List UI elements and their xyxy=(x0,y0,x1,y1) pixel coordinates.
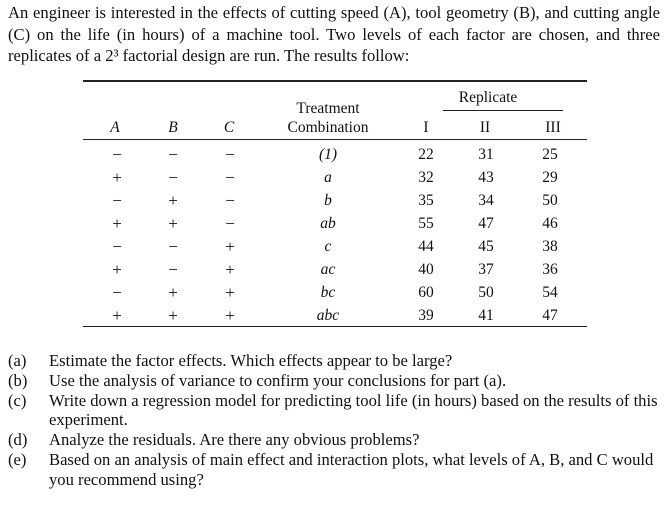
cell-c: − xyxy=(225,145,235,164)
header-treatment-line2: Combination xyxy=(287,119,369,136)
cell-rep1: 40 xyxy=(418,261,434,278)
cell-b: − xyxy=(168,260,178,279)
header-a: A xyxy=(110,119,120,136)
question-item xyxy=(8,430,660,450)
cell-treatment: ac xyxy=(320,261,336,278)
cell-rep3: 46 xyxy=(542,215,558,232)
header-c: C xyxy=(223,119,235,136)
question-text: Write down a regression model for predicting tool life (in hours) based on the results of this experiment. xyxy=(49,390,658,430)
cell-a: − xyxy=(112,145,122,164)
cell-c: − xyxy=(225,214,235,233)
cell-rep2: 41 xyxy=(478,307,494,324)
cell-rep1: 39 xyxy=(418,307,434,324)
cell-b: − xyxy=(168,237,178,256)
cell-a: + xyxy=(112,168,122,187)
cell-b: + xyxy=(168,283,178,302)
cell-treatment: bc xyxy=(320,284,336,301)
cell-a: − xyxy=(112,283,122,302)
question-label: (a) xyxy=(8,351,27,370)
cell-a: − xyxy=(112,237,122,256)
question-label: (c) xyxy=(8,390,27,410)
cell-c: − xyxy=(225,168,235,187)
question-text: Use the analysis of variance to confirm your conclusions for part (a). xyxy=(49,370,507,390)
cell-rep2: 34 xyxy=(478,192,494,209)
cell-rep1: 32 xyxy=(418,169,434,186)
header-rep2: II xyxy=(479,119,491,136)
cell-rep3: 36 xyxy=(542,261,558,278)
cell-b: − xyxy=(168,168,178,187)
cell-rep3: 38 xyxy=(542,238,558,255)
cell-c: − xyxy=(225,191,235,210)
cell-b: − xyxy=(168,145,178,164)
cell-rep3: 29 xyxy=(542,169,558,186)
header-treatment-line1: Treatment xyxy=(296,100,360,117)
question-text: Estimate the factor effects. Which effects appear to be large? xyxy=(49,351,453,370)
cell-treatment: ab xyxy=(320,215,336,232)
question-label: (b) xyxy=(8,370,28,390)
cell-a: + xyxy=(112,306,122,325)
cell-rep1: 22 xyxy=(418,146,434,163)
cell-treatment: abc xyxy=(316,307,340,324)
cell-rep3: 47 xyxy=(542,307,558,324)
cell-treatment: b xyxy=(324,192,332,209)
cell-rep1: 60 xyxy=(418,284,434,301)
cell-rep2: 43 xyxy=(478,169,494,186)
cell-a: + xyxy=(112,260,122,279)
cell-treatment: (1) xyxy=(318,146,338,163)
question-text: Based on an analysis of main effect and interaction plots, what levels of A, B, and C would you recommend using? xyxy=(49,449,654,489)
cell-b: + xyxy=(168,191,178,210)
cell-rep1: 35 xyxy=(418,192,434,209)
question-label: (e) xyxy=(8,449,27,469)
cell-a: − xyxy=(112,191,122,210)
question-item xyxy=(8,450,660,490)
cell-b: + xyxy=(168,214,178,233)
header-replicate: Replicate xyxy=(458,89,518,106)
cell-rep3: 25 xyxy=(542,146,558,163)
cell-rep2: 47 xyxy=(478,215,494,232)
cell-rep3: 50 xyxy=(542,192,558,209)
cell-rep2: 31 xyxy=(478,146,494,163)
header-rep3: III xyxy=(545,119,561,136)
question-item xyxy=(8,351,660,371)
question-list xyxy=(8,351,660,490)
cell-treatment: c xyxy=(324,238,332,255)
question-item xyxy=(8,391,660,431)
cell-rep2: 45 xyxy=(478,238,494,255)
cell-c: + xyxy=(225,283,235,302)
cell-rep2: 37 xyxy=(478,261,494,278)
cell-treatment: a xyxy=(324,169,332,186)
question-label: (d) xyxy=(8,430,28,450)
cell-c: + xyxy=(225,237,235,256)
question-item xyxy=(8,371,660,391)
cell-rep2: 50 xyxy=(478,284,494,301)
cell-rep1: 44 xyxy=(418,238,434,255)
intro-paragraph: An engineer is interested in the effects of cutting speed (A), tool geometry (B), and cutting angle (C) on the life (in hours) of a machine tool. Two levels of each factor are chosen, and three replicates of a 2³ factorial design are run. The results follow: xyxy=(8,3,660,65)
cell-c: + xyxy=(225,306,235,325)
cell-b: + xyxy=(168,306,178,325)
header-b: B xyxy=(168,119,178,136)
question-text: Analyze the residuals. Are there any obvious problems? xyxy=(49,430,420,450)
cell-rep3: 54 xyxy=(542,284,558,301)
header-rep1: I xyxy=(423,119,429,136)
cell-c: + xyxy=(225,260,235,279)
cell-a: + xyxy=(112,214,122,233)
cell-rep1: 55 xyxy=(418,215,434,232)
